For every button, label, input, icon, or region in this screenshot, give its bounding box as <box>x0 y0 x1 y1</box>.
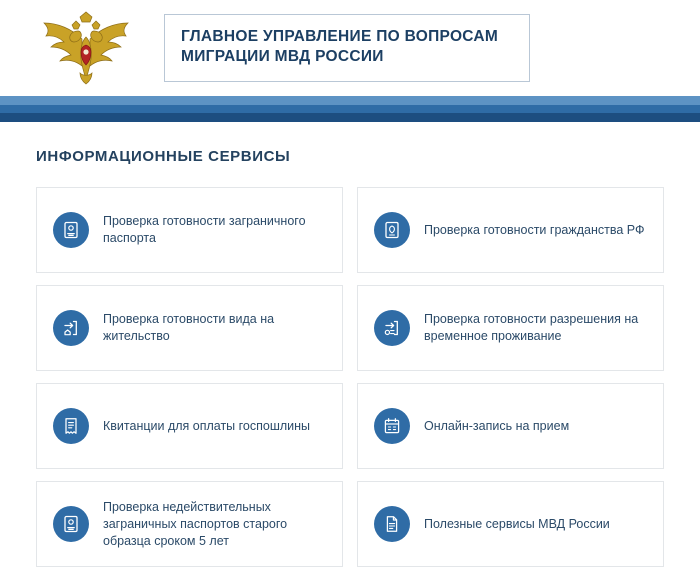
service-card-label: Полезные сервисы МВД России <box>424 516 610 531</box>
service-card-label: Проверка готовности разрешения на временное проживание <box>424 312 639 343</box>
service-card-temporary-residence-readiness[interactable] <box>357 285 664 371</box>
header-blue-band <box>0 96 700 122</box>
document-icon <box>374 506 410 542</box>
receipt-icon <box>53 408 89 444</box>
temporary-residence-icon <box>374 310 410 346</box>
residence-permit-icon <box>53 310 89 346</box>
service-card-label: Проверка готовности вида на жительство <box>103 312 275 343</box>
section-title: ИНФОРМАЦИОННЫЕ СЕРВИСЫ <box>36 148 291 165</box>
site-header <box>0 0 700 96</box>
service-card-label: Проверка готовности заграничного паспорта <box>103 214 306 245</box>
service-card-useful-mvd-services[interactable] <box>357 481 664 567</box>
band-stripe-light <box>0 96 700 105</box>
service-card-label: Онлайн-запись на прием <box>424 418 570 433</box>
service-card-residence-permit-readiness[interactable] <box>36 285 343 371</box>
passport-invalid-icon <box>53 506 89 542</box>
double-headed-eagle-emblem-icon <box>34 11 138 85</box>
services-grid <box>36 187 664 567</box>
service-card-citizenship-readiness[interactable] <box>357 187 664 273</box>
main-content <box>0 122 700 567</box>
calendar-icon <box>374 408 410 444</box>
service-card-label: Проверка готовности гражданства РФ <box>424 222 645 237</box>
site-title-line-2: МИГРАЦИИ МВД РОССИИ <box>181 48 384 65</box>
site-title-box <box>164 14 530 82</box>
service-card-state-duty-receipts[interactable] <box>36 383 343 469</box>
service-card-invalid-passports-check[interactable] <box>36 481 343 567</box>
band-stripe-dark <box>0 113 700 122</box>
service-card-foreign-passport-readiness[interactable] <box>36 187 343 273</box>
passport-icon <box>53 212 89 248</box>
service-card-online-appointment[interactable] <box>357 383 664 469</box>
passport-rf-icon <box>374 212 410 248</box>
service-card-label: Квитанции для оплаты госпошлины <box>103 418 311 433</box>
service-card-label: Проверка недействительных заграничных паспортов старого образца сроком 5 лет <box>103 499 288 548</box>
site-title-line-1: ГЛАВНОЕ УПРАВЛЕНИЕ ПО ВОПРОСАМ <box>181 28 499 45</box>
